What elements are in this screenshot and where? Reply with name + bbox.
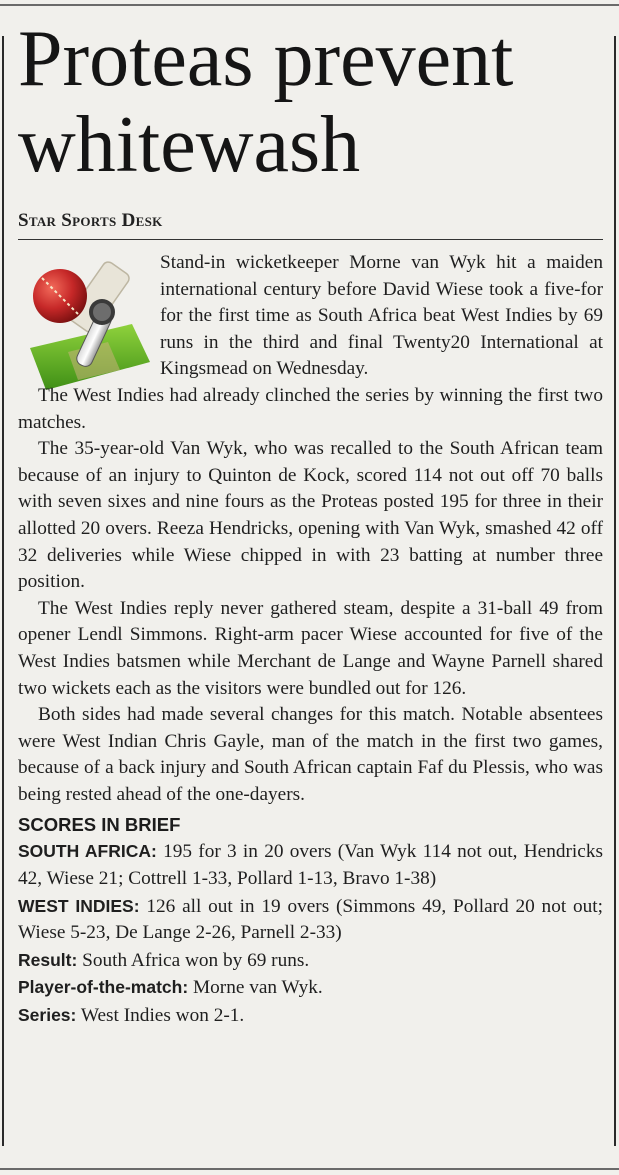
page-top-border bbox=[0, 4, 619, 6]
paragraph-2: The 35-year-old Van Wyk, who was recalled to the South African team because of an injury to Quinton de Kock, scored 114 not out off 70 balls with seven sixes and nine fours as the Proteas posted 195 for three in their allotted 20 overs. Reeza Hendricks, opening with Van Wyk, smashed 42 off 32 deliveries while Wiese chipped in with 23 batting at number three position. bbox=[18, 438, 603, 593]
score-label: Series: bbox=[18, 1005, 77, 1026]
column-rule-right bbox=[614, 36, 616, 1146]
byline: Star Sports Desk bbox=[18, 210, 163, 231]
score-line-west-indies bbox=[18, 893, 603, 947]
score-label: WEST INDIES: bbox=[18, 895, 140, 916]
page-bottom-border bbox=[0, 1168, 619, 1170]
lead-paragraph: Stand-in wicketkeeper Morne van Wyk hit a maiden international century before David Wiese took a five-for for the first time as South Africa beat West Indies by 69 runs in the third and final Twenty20 International at Kingsmead on Wednesday. bbox=[160, 252, 603, 380]
column-rule-left bbox=[2, 36, 4, 1146]
paragraph-1: The West Indies had already clinched the series by winning the first two matches. bbox=[18, 384, 603, 433]
score-text: 126 all out in 19 overs (Simmons 49, Pollard 20 not out; Wiese 5-23, De Lange 2-26, Parnell 2-33) bbox=[18, 895, 603, 944]
score-line-series bbox=[18, 1002, 603, 1030]
paragraph-3: The West Indies reply never gathered steam, despite a 31-ball 49 from opener Lendl Simmons. Right-arm pacer Wiese accounted for five of the West Indies batsmen while Merchant de Lange and Wayne Parnell shared two wickets each as the visitors were bundled out for 126. bbox=[18, 597, 603, 699]
byline-divider bbox=[18, 239, 603, 240]
scores-heading: SCORES IN BRIEF bbox=[18, 814, 181, 836]
paragraph-4: Both sides had made several changes for this match. Notable absentees were West Indian Chris Gayle, man of the match in the first two games, because of a back injury and South African captain Faf du Plessis, who was being rested ahead of the one-dayers. bbox=[18, 704, 603, 805]
score-label: SOUTH AFRICA: bbox=[18, 841, 157, 862]
score-line-south-africa bbox=[18, 838, 603, 892]
score-text: West Indies won 2-1. bbox=[76, 1005, 245, 1027]
score-line-player-of-match bbox=[18, 974, 603, 1002]
score-label: Player-of-the-match: bbox=[18, 977, 189, 998]
score-text: South Africa won by 69 runs. bbox=[77, 949, 310, 971]
score-text: Morne van Wyk. bbox=[188, 977, 323, 999]
score-text: 195 for 3 in 20 overs (Van Wyk 114 not out, Hendricks 42, Wiese 21; Cottrell 1-33, Pollard 1-13, Bravo 1-38) bbox=[18, 841, 603, 890]
score-label: Result: bbox=[18, 949, 78, 970]
headline: Proteas prevent whitewash bbox=[18, 15, 514, 189]
article-body bbox=[18, 250, 603, 1030]
score-line-result bbox=[18, 947, 603, 975]
